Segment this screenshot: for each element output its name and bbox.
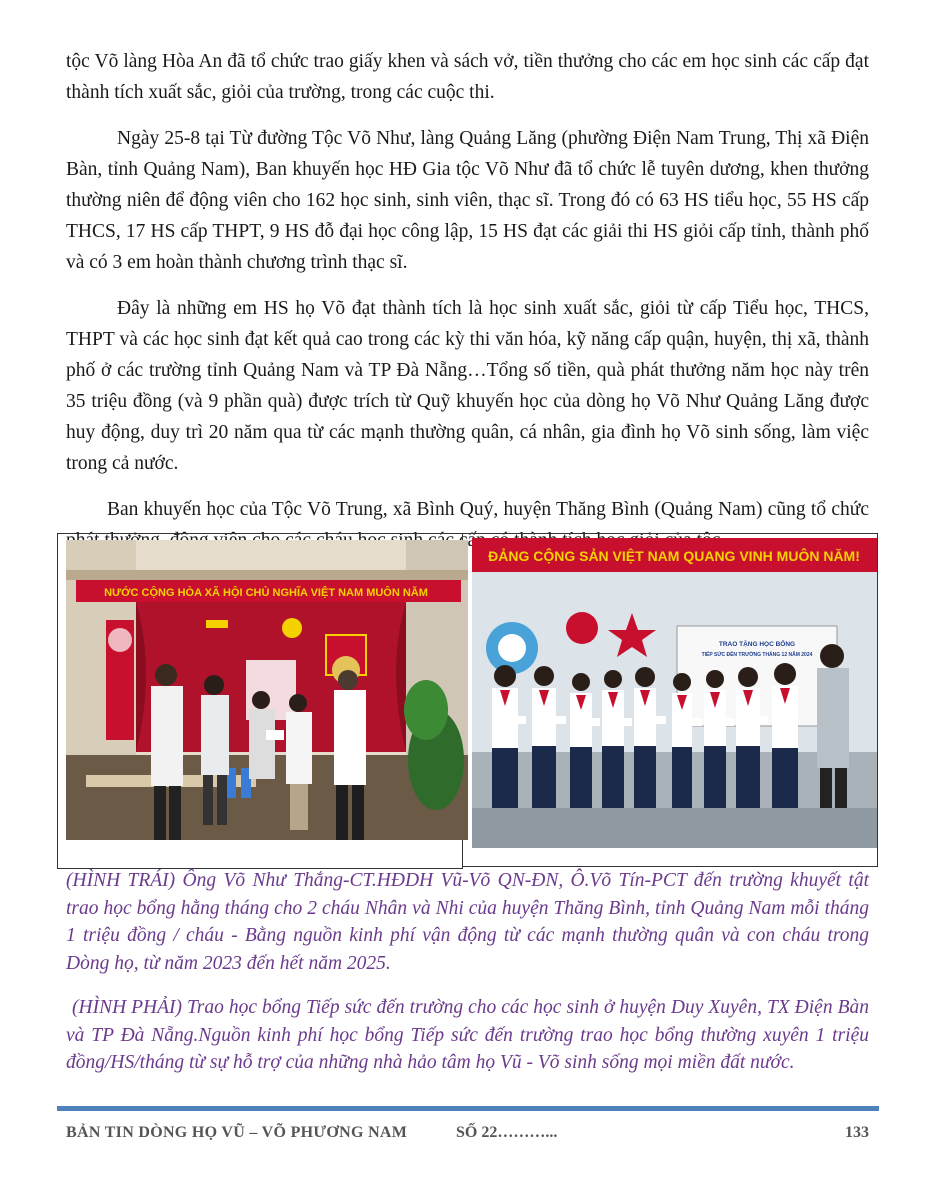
page-number: 133 bbox=[845, 1124, 869, 1141]
right-photo-banner: ĐẢNG CỘNG SẢN VIỆT NAM QUANG VINH MUÔN NĂM! bbox=[488, 548, 860, 564]
right-photo-board-line1: TRAO TẶNG HỌC BỔNG bbox=[718, 641, 796, 648]
footer-rule bbox=[57, 1106, 879, 1111]
paragraph-2: Ngày 25-8 tại Từ đường Tộc Võ Như, làng Quảng Lăng (phường Điện Nam Trung, Thị xã Điện Bàn, tỉnh Quảng Nam), Ban khuyến học HĐ Gia tộc Võ Như đã tổ chức lễ tuyên dương, khen thưởng thường niên để động viên cho 162 học sinh, sinh viên, thạc sĩ. Trong đó có 63 HS tiểu học, 55 HS cấp THCS, 17 HS cấp THPT, 9 HS đỗ đại học công lập, 15 HS đạt các giải thi HS giỏi cấp tỉnh, thành phố và có 3 em hoàn thành chương trình thạc sĩ. bbox=[66, 128, 869, 273]
left-photo-banner: NƯỚC CỘNG HÒA XÃ HỘI CHỦ NGHĨA VIỆT NAM MUÔN NĂM bbox=[104, 587, 428, 599]
left-photo bbox=[66, 540, 468, 840]
article-body bbox=[66, 46, 869, 571]
paragraph-1: tộc Võ làng Hòa An đã tổ chức trao giấy khen và sách vở, tiền thưởng cho các em học sinh các cấp đạt thành tích xuất sắc, giỏi của trường, trong các cuộc thi. bbox=[66, 51, 869, 103]
caption-left: (HÌNH TRÁI) Ông Võ Như Thắng-CT.HĐDH Vũ-Võ QN-ĐN, Ô.Võ Tín-PCT đến trường khuyết tật trao học bổng hằng tháng cho 2 cháu Nhân và Nhi của huyện Thăng Bình, tỉnh Quảng Nam mỗi tháng 1 triệu đồng / cháu - Bằng nguồn kinh phí vận động từ các mạnh thường quân và con cháu trong Dòng họ, từ năm 2023 đến hết năm 2025. bbox=[66, 870, 869, 974]
right-photo bbox=[472, 538, 877, 848]
paragraph-3: Đây là những em HS họ Võ đạt thành tích là học sinh xuất sắc, giỏi từ cấp Tiểu học, THCS, THPT và các học sinh đạt kết quả cao trong các kỳ thi văn hóa, kỹ năng cấp quận, huyện, thị xã, thành phố ở các trường tỉnh Quảng Nam và TP Đà Nẵng…Tổng số tiền, quà phát thưởng năm học này trên 35 triệu đồng (và 9 phần quà) được trích từ Quỹ khuyến học của dòng họ Võ Như Quảng Lăng được huy động, duy trì 20 năm qua từ các mạnh thường quân, cá nhân, gia đình họ Võ sinh sống, làm việc trong cả nước. bbox=[66, 298, 869, 474]
right-photo-board-line2: TIẾP SỨC ĐẾN TRƯỜNG THÁNG 12 NĂM 2024 bbox=[701, 652, 813, 658]
footer-issue: SỐ 22………... bbox=[456, 1124, 558, 1141]
caption-right: (HÌNH PHẢI) Trao học bổng Tiếp sức đến trường cho các học sinh ở huyện Duy Xuyên, TX Điện Bàn và TP Đà Nẵng.Nguồn kinh phí học bổng Tiếp sức đến trường trao học bổng thường xuyên 1 triệu đồng/HS/tháng từ sự hỗ trợ của những nhà hảo tâm họ Vũ - Võ sinh sống mọi miền đất nước. bbox=[66, 997, 869, 1073]
paragraph-4: Ban khuyến học của Tộc Võ Trung, xã Bình Quý, huyện Thăng Bình (Quảng Nam) cũng tổ chức bbox=[107, 499, 869, 520]
footer-title: BẢN TIN DÒNG HỌ VŨ – VÕ PHƯƠNG NAM bbox=[66, 1124, 408, 1141]
